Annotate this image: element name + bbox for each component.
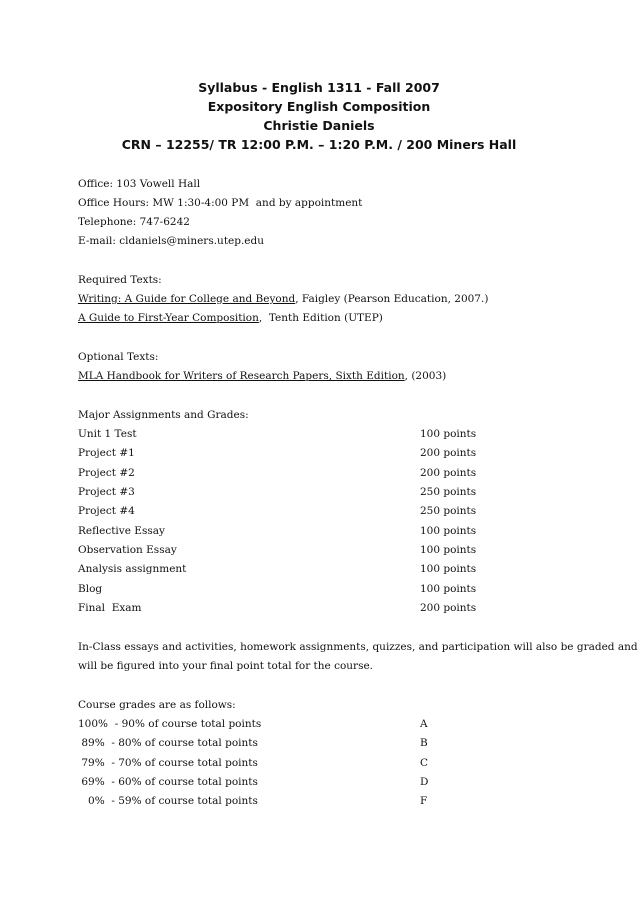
assignment-points: 100 points bbox=[420, 428, 477, 440]
optional-text-1 bbox=[78, 369, 446, 383]
optional-texts-heading: Optional Texts: bbox=[78, 351, 159, 363]
grade-range: 89% - 80% of course total points bbox=[78, 737, 258, 749]
required-texts-heading: Required Texts: bbox=[78, 274, 162, 286]
assignment-name: Blog bbox=[78, 583, 103, 595]
optional-text-1-details: , (2003) bbox=[404, 370, 447, 382]
grade-letter: B bbox=[420, 737, 428, 749]
assignment-points: 200 points bbox=[420, 447, 477, 459]
title-course: Syllabus - English 1311 - Fall 2007 bbox=[198, 80, 440, 95]
optional-text-1-title: MLA Handbook for Writers of Research Papers, Sixth Edition bbox=[78, 370, 405, 382]
title-instructor: Christie Daniels bbox=[263, 118, 375, 133]
office-hours-line: Office Hours: MW 1:30-4:00 PM and by appointment bbox=[78, 197, 363, 209]
required-text-1-details: , Faigley (Pearson Education, 2007.) bbox=[295, 293, 489, 305]
assignment-name: Project #4 bbox=[78, 505, 135, 517]
assignment-name: Analysis assignment bbox=[78, 563, 187, 575]
required-text-2-details: , Tenth Edition (UTEP) bbox=[258, 312, 383, 324]
grade-range: 100% - 90% of course total points bbox=[78, 718, 262, 730]
grading-note-line-2: will be figured into your final point total for the course. bbox=[78, 660, 374, 672]
assignment-name: Project #3 bbox=[78, 486, 135, 498]
assignment-points: 100 points bbox=[420, 563, 477, 575]
grade-letter: F bbox=[420, 795, 428, 807]
required-text-2 bbox=[78, 311, 383, 325]
assignment-points: 200 points bbox=[420, 467, 477, 479]
assignment-name: Project #1 bbox=[78, 447, 135, 459]
assignment-name: Reflective Essay bbox=[78, 525, 165, 537]
title-subtitle: Expository English Composition bbox=[207, 99, 431, 114]
office-line: Office: 103 Vowell Hall bbox=[78, 178, 201, 190]
grade-letter: A bbox=[420, 718, 428, 730]
grade-range: 79% - 70% of course total points bbox=[78, 757, 258, 769]
required-text-1 bbox=[78, 292, 488, 306]
email-line: E-mail: cldaniels@miners.utep.edu bbox=[78, 235, 265, 247]
assignment-name: Unit 1 Test bbox=[78, 428, 137, 440]
assignment-points: 250 points bbox=[420, 486, 477, 498]
assignment-points: 100 points bbox=[420, 544, 477, 556]
assignment-points: 100 points bbox=[420, 525, 477, 537]
grade-scale-heading: Course grades are as follows: bbox=[78, 699, 236, 711]
grading-note-line-1: In-Class essays and activities, homework assignments, quizzes, and participation will also be graded and bbox=[78, 641, 638, 653]
assignment-points: 200 points bbox=[420, 602, 477, 614]
assignments-heading: Major Assignments and Grades: bbox=[78, 409, 249, 421]
title-schedule: CRN – 12255/ TR 12:00 P.M. – 1:20 P.M. / 200 Miners Hall bbox=[121, 137, 517, 152]
assignment-name: Project #2 bbox=[78, 467, 135, 479]
grade-letter: D bbox=[420, 776, 429, 788]
assignment-name: Final Exam bbox=[78, 602, 142, 614]
telephone-line: Telephone: 747-6242 bbox=[78, 216, 190, 228]
grade-range: 0% - 59% of course total points bbox=[78, 795, 258, 807]
required-text-1-title: Writing: A Guide for College and Beyond bbox=[78, 293, 296, 305]
required-text-2-title: A Guide to First-Year Composition bbox=[78, 312, 259, 324]
grade-range: 69% - 60% of course total points bbox=[78, 776, 258, 788]
assignment-name: Observation Essay bbox=[78, 544, 177, 556]
assignment-points: 250 points bbox=[420, 505, 477, 517]
assignment-points: 100 points bbox=[420, 583, 477, 595]
grade-letter: C bbox=[420, 757, 429, 769]
